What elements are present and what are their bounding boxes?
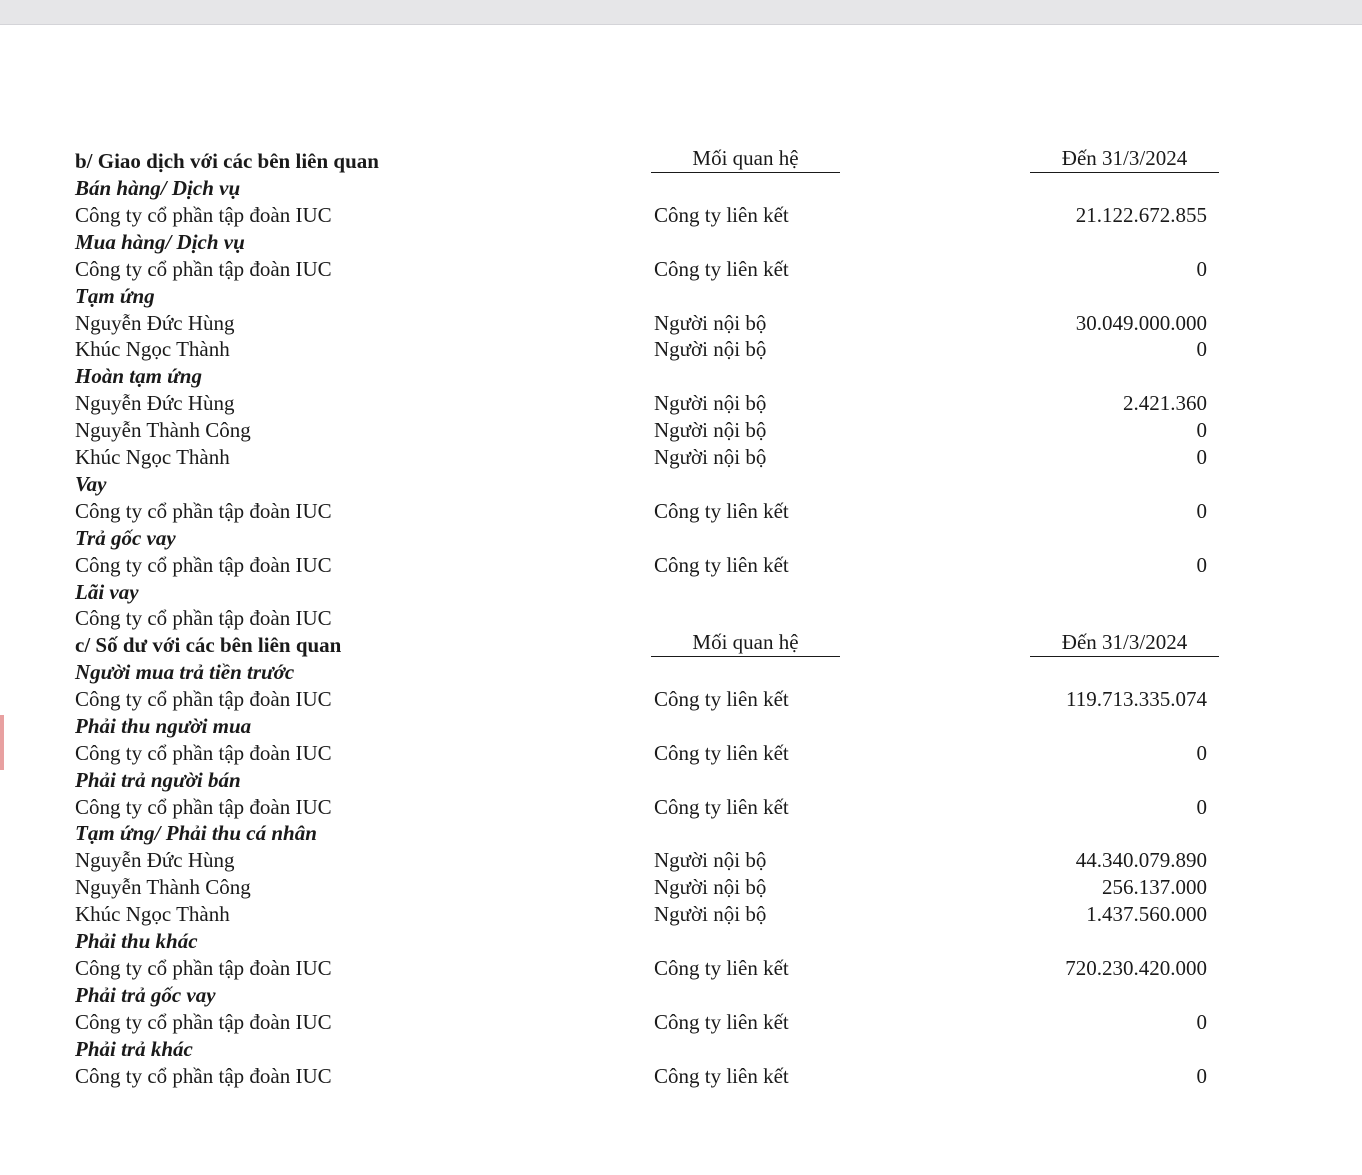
category-label: Trả gốc vay [75,525,176,550]
table-row [0,1063,1362,1090]
amount-cell: 30.049.000.000 [1075,310,1207,335]
table-row [0,794,1362,821]
amount-cell: 0 [1196,1009,1207,1034]
relationship-cell: Người nội bộ [654,310,767,335]
transactions-relationship-header: Mối quan hệ [651,145,840,173]
amount-cell: 119.713.335.074 [1066,686,1207,711]
category-row [0,1036,1362,1063]
party-name: Nguyễn Đức Hùng [75,391,235,416]
table-row [0,256,1362,283]
table-row [0,498,1362,525]
category-label: Tạm ứng/ Phải thu cá nhân [75,821,317,846]
category-label: Phải trả người bán [75,767,241,792]
category-label: Bán hàng/ Dịch vụ [75,176,241,200]
balances-date-header: Đến 31/3/2024 [1030,629,1219,657]
category-label: Mua hàng/ Dịch vụ [75,229,245,254]
relationship-cell: Công ty liên kết [654,552,789,577]
relationship-cell: Công ty liên kết [654,202,789,227]
amount-cell: 44.340.079.890 [1075,848,1207,873]
party-name: Nguyễn Đức Hùng [75,310,235,335]
amount-cell: 0 [1196,418,1207,443]
transactions-section-header [0,148,1362,175]
table-row [0,955,1362,982]
relationship-cell: Người nội bộ [654,902,767,927]
party-name: Công ty cổ phần tập đoàn IUC [75,955,332,980]
amount-cell: 720.230.420.000 [1065,955,1207,980]
category-label: Phải thu khác [75,929,198,953]
category-label: Phải trả khác [75,1036,193,1061]
amount-cell: 0 [1196,498,1207,523]
amount-cell: 0 [1196,740,1207,765]
category-row [0,659,1362,686]
amount-cell: 1.437.560.000 [1086,902,1207,927]
category-row [0,175,1362,202]
amount-cell: 0 [1196,1063,1207,1088]
table-row [0,1009,1362,1036]
balances-relationship-header: Mối quan hệ [651,629,840,657]
party-name: Công ty cổ phần tập đoàn IUC [75,606,332,631]
relationship-cell: Công ty liên kết [654,740,789,765]
amount-cell: 21.122.672.855 [1075,202,1207,227]
amount-cell: 0 [1196,256,1207,281]
table-row [0,417,1362,444]
table-row [0,686,1362,713]
amount-cell: 0 [1196,794,1207,819]
category-row [0,767,1362,794]
party-name: Công ty cổ phần tập đoàn IUC [75,740,332,765]
relationship-cell: Người nội bộ [654,418,767,443]
relationship-cell: Người nội bộ [654,445,767,469]
category-row [0,471,1362,498]
party-name: Khúc Ngọc Thành [75,445,230,469]
category-row [0,820,1362,847]
balances-title: c/ Số dư với các bên liên quan [75,633,342,657]
table-row [0,740,1362,767]
category-row [0,525,1362,552]
relationship-cell: Người nội bộ [654,391,767,416]
category-row [0,363,1362,390]
table-row [0,390,1362,417]
table-row [0,202,1362,229]
party-name: Công ty cổ phần tập đoàn IUC [75,1063,332,1088]
category-row [0,928,1362,955]
relationship-cell: Công ty liên kết [654,498,789,523]
category-label: Vay [75,471,107,496]
category-row [0,579,1362,606]
relationship-cell: Công ty liên kết [654,686,789,711]
relationship-cell: Công ty liên kết [654,256,789,281]
party-name: Nguyễn Đức Hùng [75,848,235,873]
transactions-date-header: Đến 31/3/2024 [1030,145,1219,173]
amount-cell: 2.421.360 [1123,391,1207,416]
table-row [0,847,1362,874]
relationship-cell: Công ty liên kết [654,1063,789,1088]
table-row [0,310,1362,337]
relationship-cell: Người nội bộ [654,337,767,362]
party-name: Công ty cổ phần tập đoàn IUC [75,1009,332,1034]
table-row [0,336,1362,363]
party-name: Khúc Ngọc Thành [75,902,230,927]
category-row [0,982,1362,1009]
party-name: Công ty cổ phần tập đoàn IUC [75,686,332,711]
party-name: Nguyễn Thành Công [75,875,251,900]
category-label: Phải thu người mua [75,713,252,738]
party-name: Công ty cổ phần tập đoàn IUC [75,202,332,227]
category-label: Lãi vay [75,579,139,604]
amount-cell: 0 [1196,337,1207,362]
party-name: Nguyễn Thành Công [75,418,251,443]
category-row [0,283,1362,310]
relationship-cell: Người nội bộ [654,848,767,873]
amount-cell: 0 [1196,552,1207,577]
category-label: Hoàn tạm ứng [75,364,202,389]
party-name: Công ty cổ phần tập đoàn IUC [75,498,332,523]
amount-cell: 0 [1196,445,1207,469]
category-label: Tạm ứng [75,283,155,308]
balances-section-header [0,632,1362,659]
category-label: Người mua trả tiền trước [75,660,295,684]
relationship-cell: Công ty liên kết [654,1009,789,1034]
category-label: Phải trả gốc vay [75,982,216,1007]
table-row [0,552,1362,579]
category-row [0,713,1362,740]
relationship-cell: Công ty liên kết [654,794,789,819]
transactions-title: b/ Giao dịch với các bên liên quan [75,149,379,173]
party-name: Công ty cổ phần tập đoàn IUC [75,256,332,281]
table-row [0,444,1362,471]
party-name: Công ty cổ phần tập đoàn IUC [75,794,332,819]
party-name: Công ty cổ phần tập đoàn IUC [75,552,332,577]
table-row [0,874,1362,901]
amount-cell: 256.137.000 [1102,875,1207,900]
category-row [0,229,1362,256]
relationship-cell: Công ty liên kết [654,955,789,980]
relationship-cell: Người nội bộ [654,875,767,900]
table-row [0,901,1362,928]
party-name: Khúc Ngọc Thành [75,337,230,362]
